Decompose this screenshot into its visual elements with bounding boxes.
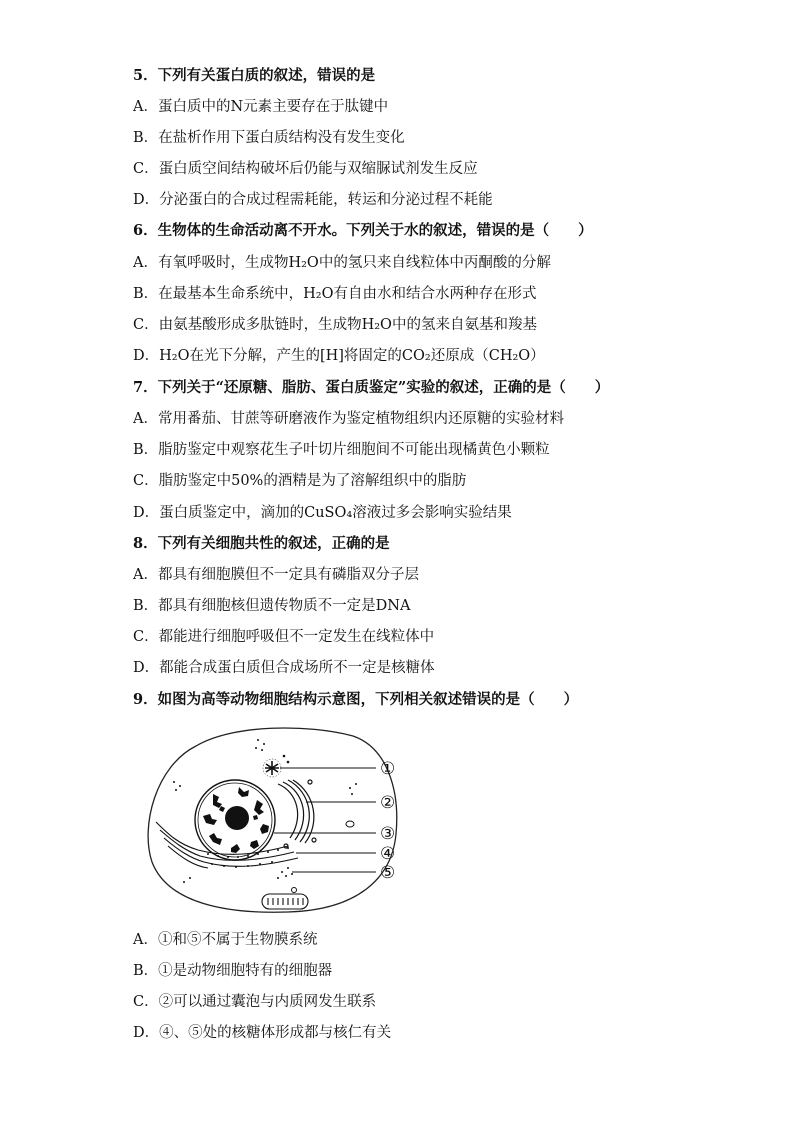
question-9-option-b: B．①是动物细胞特有的细胞器 [133,963,333,979]
diagram-label-3: ③ [380,824,396,844]
question-8-option-d: D．都能合成蛋白质但合成场所不一定是核糖体 [133,660,435,676]
question-5-option-a: A．蛋白质中的N元素主要存在于肽键中 [133,99,389,115]
question-5-stem: 5．下列有关蛋白质的叙述，错误的是 [133,67,376,84]
question-6-option-c: C．由氨基酸形成多肽链时，生成物H₂O中的氢来自氨基和羧基 [133,317,537,333]
diagram-label-4: ④ [380,844,396,864]
leader-lines [274,768,376,872]
question-7-option-d: D．蛋白质鉴定中，滴加的CuSO₄溶液过多会影响实验结果 [133,505,512,521]
diagram-label-1: ① [380,759,396,779]
diagram-label-2: ② [380,793,396,813]
question-6-option-a: A．有氧呼吸时，生成物H₂O中的氢只来自线粒体中丙酮酸的分解 [133,255,551,271]
question-8-stem: 8．下列有关细胞共性的叙述，正确的是 [133,535,390,552]
vesicles [292,821,355,893]
question-9-option-c: C．②可以通过囊泡与内质网发生联系 [133,994,377,1010]
question-7-option-c: C．脂肪鉴定中50%的酒精是为了溶解组织中的脂肪 [133,473,467,489]
question-7-option-a: A．常用番茄、甘蔗等研磨液作为鉴定植物组织内还原糖的实验材料 [133,411,564,427]
question-5-option-d: D．分泌蛋白的合成过程需耗能，转运和分泌过程不耗能 [133,192,493,208]
centrosome [263,759,281,777]
question-9-option-d: D．④、⑤处的核糖体形成都与核仁有关 [133,1025,392,1041]
question-7-option-b: B．脂肪鉴定中观察花生子叶切片细胞间不可能出现橘黄色小颗粒 [133,442,550,458]
golgi-apparatus [278,780,316,848]
animal-cell-diagram [138,722,418,918]
question-6-option-d: D．H₂O在光下分解，产生的[H]将固定的CO₂还原成（CH₂O） [133,348,545,364]
question-5-option-b: B．在盐析作用下蛋白质结构没有发生变化 [133,130,405,146]
question-9-option-a: A．①和⑤不属于生物膜系统 [133,932,318,948]
question-8-option-a: A．都具有细胞膜但不一定具有磷脂双分子层 [133,567,419,583]
nucleus [195,780,275,860]
mitochondrion [262,894,308,909]
diagram-label-5: ⑤ [380,863,396,883]
question-8-option-b: B．都具有细胞核但遗传物质不一定是DNA [133,598,411,614]
question-5-option-c: C．蛋白质空间结构破坏后仍能与双缩脲试剂发生反应 [133,161,478,177]
question-6-stem: 6．生物体的生命活动离不开水。下列关于水的叙述，错误的是（ ） [133,222,593,239]
question-9-stem: 9．如图为高等动物细胞结构示意图，下列相关叙述错误的是（ ） [133,691,579,708]
question-6-option-b: B．在最基本生命系统中，H₂O有自由水和结合水两种存在形式 [133,286,537,302]
question-7-stem: 7．下列关于“还原糖、脂肪、蛋白质鉴定”实验的叙述，正确的是（ ） [133,379,610,396]
question-8-option-c: C．都能进行细胞呼吸但不一定发生在线粒体中 [133,629,435,645]
